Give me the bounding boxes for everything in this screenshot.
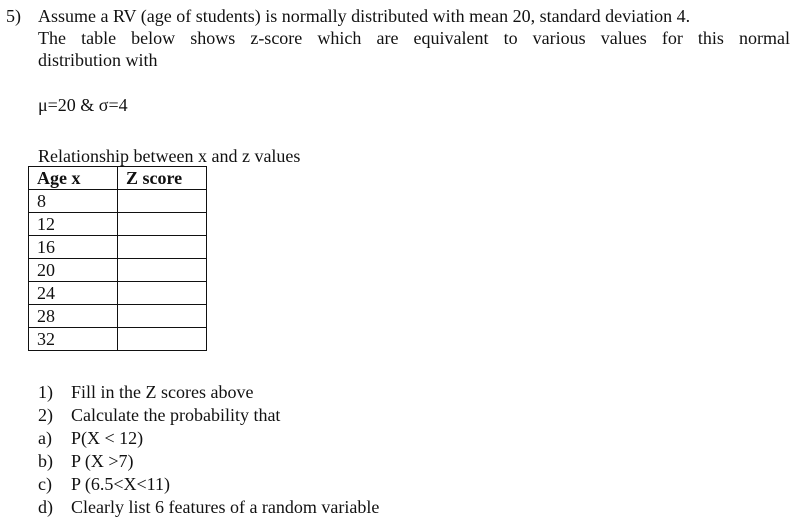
age-cell: 24 <box>29 282 118 305</box>
task-text: Clearly list 6 features of a random variable <box>71 497 380 517</box>
task-marker: 2) <box>38 405 53 425</box>
header-age: Age x <box>29 167 118 190</box>
z-cell <box>118 282 207 305</box>
z-cell <box>118 328 207 351</box>
z-cell <box>118 190 207 213</box>
z-cell <box>118 213 207 236</box>
age-cell: 20 <box>29 259 118 282</box>
question-number: 5) <box>6 6 21 26</box>
table-row <box>29 236 207 259</box>
question-line-2: The table below shows z-score which are equivalent to various values for this normal <box>38 28 790 48</box>
age-cell: 32 <box>29 328 118 351</box>
table-row <box>29 259 207 282</box>
z-cell <box>118 259 207 282</box>
question-line-3: distribution with <box>38 50 158 70</box>
age-cell: 16 <box>29 236 118 259</box>
question-line-1: Assume a RV (age of students) is normally distributed with mean 20, standard deviation 4. <box>38 6 691 26</box>
age-cell: 8 <box>29 190 118 213</box>
task-text: P (X >7) <box>71 451 134 471</box>
table-row <box>29 328 207 351</box>
z-cell <box>118 305 207 328</box>
task-marker: a) <box>38 428 52 448</box>
task-text: P(X < 12) <box>71 428 144 448</box>
table-row <box>29 282 207 305</box>
table-caption: Relationship between x and z values <box>38 146 301 166</box>
table-row <box>29 190 207 213</box>
header-z: Z score <box>118 167 207 190</box>
task-text: Fill in the Z scores above <box>71 382 254 402</box>
task-marker: 1) <box>38 382 53 402</box>
age-cell: 12 <box>29 213 118 236</box>
table-row <box>29 305 207 328</box>
z-cell <box>118 236 207 259</box>
table-row <box>29 213 207 236</box>
task-marker: c) <box>38 474 52 494</box>
task-text: P (6.5<X<11) <box>71 474 170 494</box>
age-cell: 28 <box>29 305 118 328</box>
z-score-table <box>28 166 207 351</box>
distribution-params: μ=20 & σ=4 <box>38 95 128 115</box>
task-marker: b) <box>38 451 53 471</box>
task-marker: d) <box>38 497 53 517</box>
task-text: Calculate the probability that <box>71 405 281 425</box>
table-header-row <box>29 167 207 190</box>
